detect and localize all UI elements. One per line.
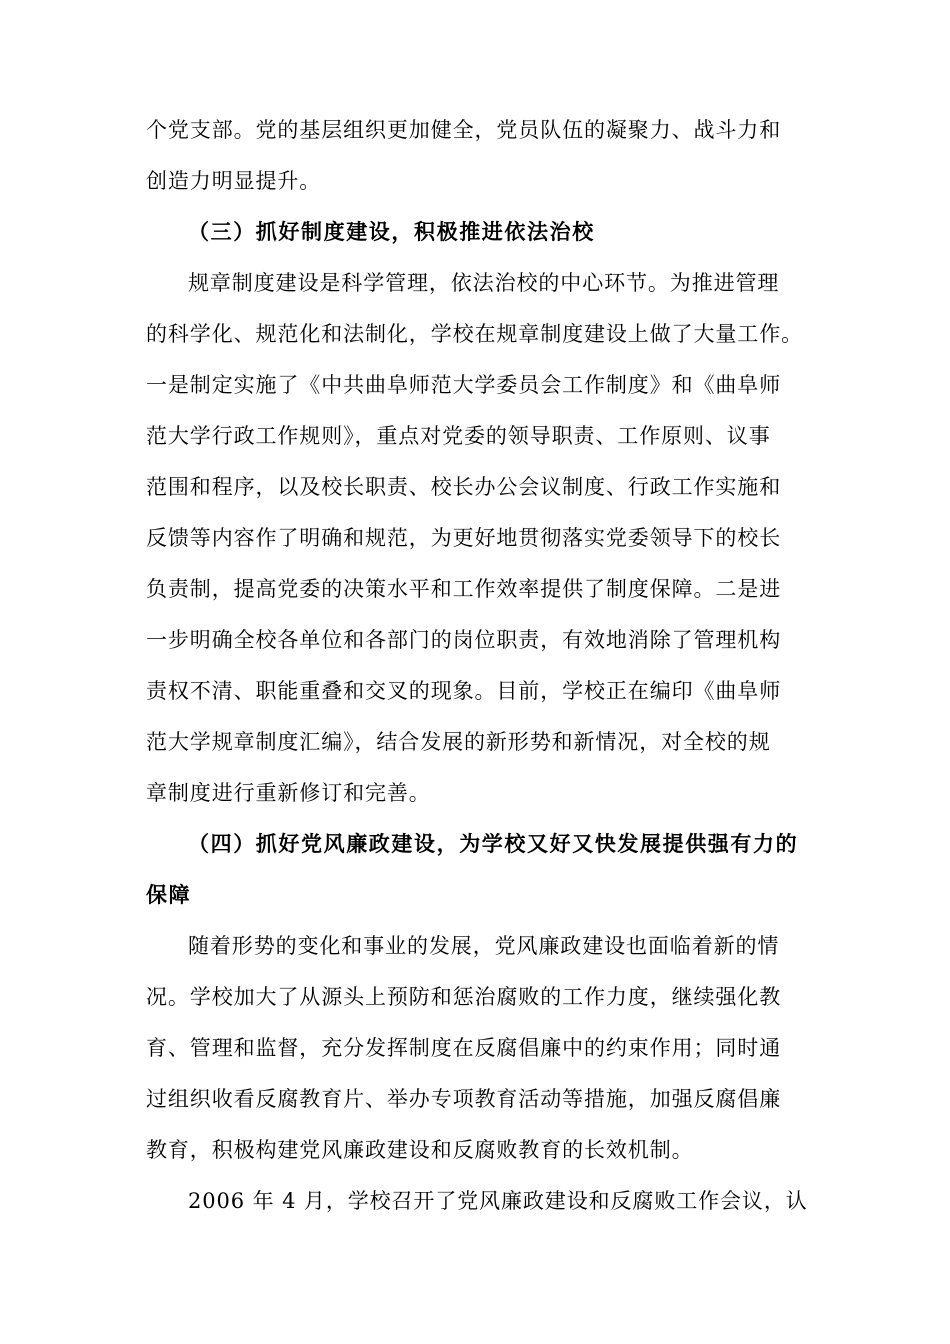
- section-heading-4: （四）抓好党风廉政建设，为学校又好又快发展提供强有力的: [188, 831, 799, 856]
- body-text-line: 创造力明显提升。: [146, 169, 322, 193]
- body-text-line: 2006 年 4 月，学校召开了党风廉政建设和反腐败工作会议，认: [188, 1189, 808, 1213]
- body-text-line: 章制度进行重新修订和完善。: [146, 781, 431, 805]
- body-text-line: 范大学规章制度汇编》，结合发展的新形势和新情况，对全校的规: [146, 730, 771, 754]
- body-text-line: 范大学行政工作规则》，重点对党委的领导职责、工作原则、议事: [146, 424, 771, 448]
- body-text-line: 个党支部。党的基层组织更加健全，党员队伍的凝聚力、战斗力和: [146, 118, 782, 142]
- body-text-line: 一是制定实施了《中共曲阜师范大学委员会工作制度》和《曲阜师: [146, 373, 782, 397]
- body-text-line: 责权不清、职能重叠和交叉的现象。目前，学校正在编印《曲阜师: [146, 679, 782, 703]
- body-text-line: 教育，积极构建党风廉政建设和反腐败教育的长效机制。: [146, 1138, 694, 1162]
- body-text-line: 随着形势的变化和事业的发展，党风廉政建设也面临着新的情: [188, 934, 780, 958]
- body-text-line: 反馈等内容作了明确和规范，为更好地贯彻落实党委领导下的校长: [146, 526, 782, 550]
- section-heading-3: （三）抓好制度建设，积极推进依法治校: [188, 219, 595, 244]
- body-text-line: 的科学化、规范化和法制化，学校在规章制度建设上做了大量工作。: [146, 322, 803, 346]
- body-text-line: 过组织收看反腐教育片、举办专项教育活动等措施，加强反腐倡廉: [146, 1087, 782, 1111]
- body-text-line: 负责制，提高党委的决策水平和工作效率提供了制度保障。二是进: [146, 577, 782, 601]
- body-text-line: 规章制度建设是科学管理，依法治校的中心环节。为推进管理: [188, 271, 780, 295]
- body-text-line: 育、管理和监督，充分发挥制度在反腐倡廉中的约束作用；同时通: [146, 1036, 782, 1060]
- body-text-line: 一步明确全校各单位和各部门的岗位职责，有效地消除了管理机构: [146, 628, 782, 652]
- body-text-line: 况。学校加大了从源头上预防和惩治腐败的工作力度，继续强化教: [146, 985, 782, 1009]
- body-text-line: 范围和程序，以及校长职责、校长办公会议制度、行政工作实施和: [146, 475, 782, 499]
- section-heading-4-cont: 保障: [146, 882, 192, 907]
